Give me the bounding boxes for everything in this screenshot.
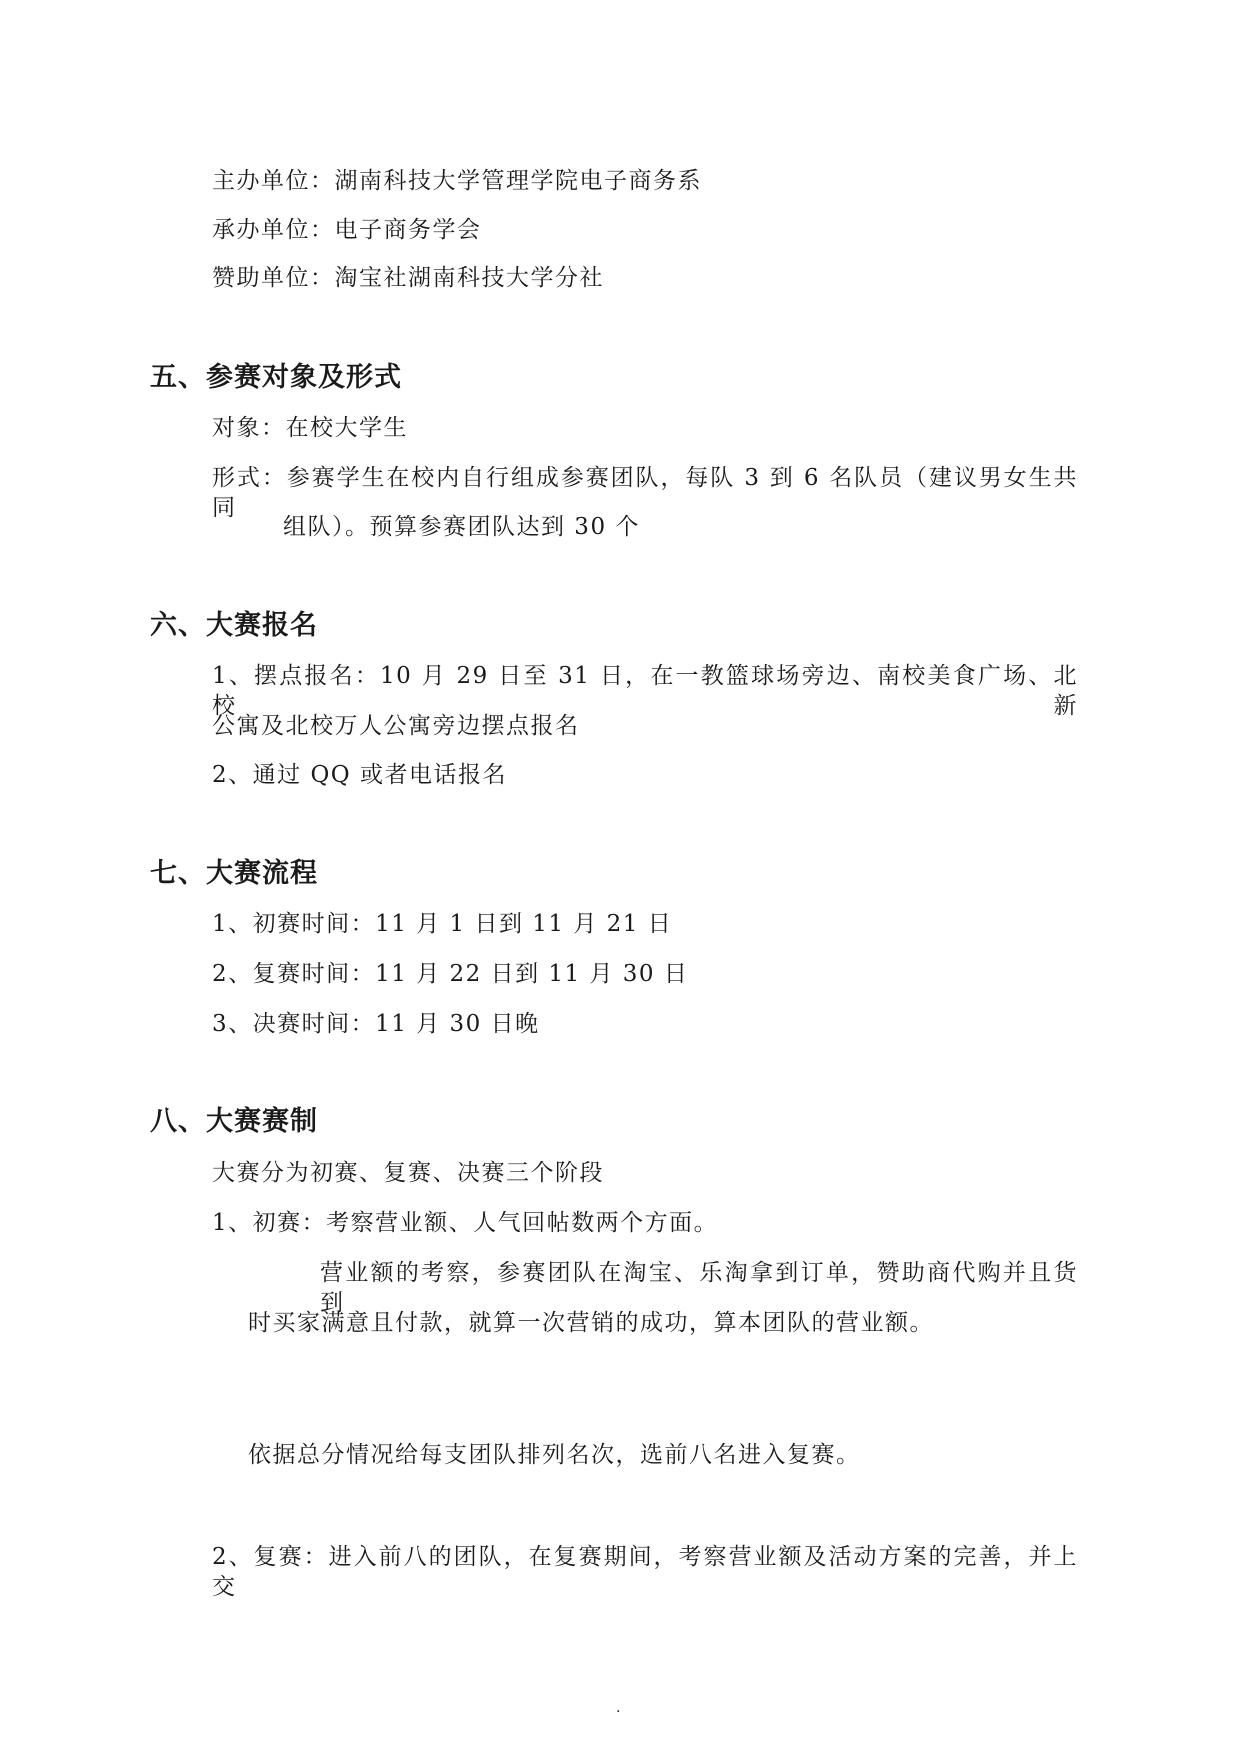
section8-item1-detail-line2: 时买家满意且付款，就算一次营销的成功，算本团队的营业额。 xyxy=(248,1310,934,1336)
organizer-unit-line: 承办单位：电子商务学会 xyxy=(212,217,482,243)
section6-item1-line1: 1、摆点报名：10 月 29 日至 31 日，在一教篮球场旁边、南校美食广场、北校新 xyxy=(212,663,1078,719)
section8-item1-detail-line1: 营业额的考察，参赛团队在淘宝、乐淘拿到订单，赞助商代购并且货到 xyxy=(320,1260,1078,1316)
section6-heading: 六、大赛报名 xyxy=(150,610,318,641)
section7-heading: 七、大赛流程 xyxy=(150,858,318,889)
section8-intro-line: 大赛分为初赛、复赛、决赛三个阶段 xyxy=(212,1160,604,1186)
section6-item1-line2: 公寓及北校万人公寓旁边摆点报名 xyxy=(212,713,580,739)
section5-heading: 五、参赛对象及形式 xyxy=(150,362,402,393)
page-footer-mark: . xyxy=(616,1700,621,1716)
section7-item2-line: 2、复赛时间：11 月 22 日到 11 月 30 日 xyxy=(212,961,689,987)
host-unit-line: 主办单位：湖南科技大学管理学院电子商务系 xyxy=(212,168,702,194)
section6-item2-line: 2、通过 QQ 或者电话报名 xyxy=(212,762,507,788)
section5-target-line: 对象：在校大学生 xyxy=(212,415,408,441)
sponsor-unit-line: 赞助单位：淘宝社湖南科技大学分社 xyxy=(212,265,604,291)
section5-form-line1: 形式：参赛学生在校内自行组成参赛团队，每队 3 到 6 名队员（建议男女生共同 xyxy=(212,465,1078,521)
section8-ranking-line: 依据总分情况给每支团队排列名次，选前八名进入复赛。 xyxy=(248,1442,861,1468)
section7-item1-line: 1、初赛时间：11 月 1 日到 11 月 21 日 xyxy=(212,911,673,937)
section7-item3-line: 3、决赛时间：11 月 30 日晚 xyxy=(212,1011,540,1037)
section8-item1-line: 1、初赛：考察营业额、人气回帖数两个方面。 xyxy=(212,1210,719,1236)
section5-form-line2: 组队）。预算参赛团队达到 30 个 xyxy=(283,514,640,540)
section8-item2-line: 2、复赛：进入前八的团队，在复赛期间，考察营业额及活动方案的完善，并上交 xyxy=(212,1544,1078,1600)
section8-heading: 八、大赛赛制 xyxy=(150,1106,318,1137)
